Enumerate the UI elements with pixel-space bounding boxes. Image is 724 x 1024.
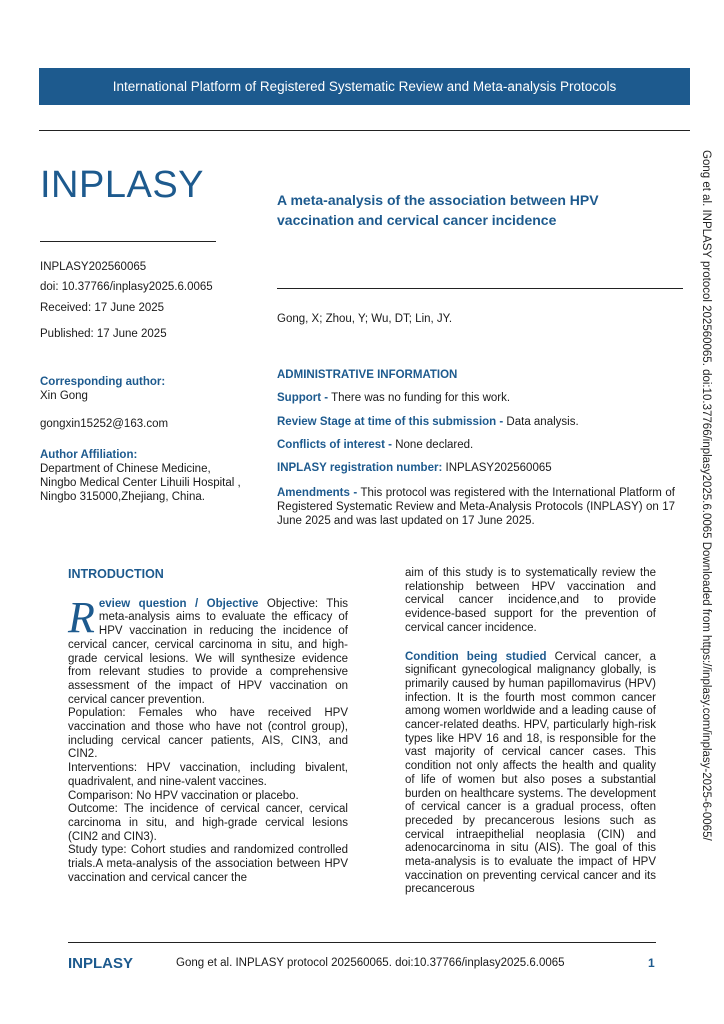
author-list: Gong, X; Zhou, Y; Wu, DT; Lin, JY.	[277, 313, 453, 325]
admin-registration	[277, 461, 675, 475]
admin-heading	[277, 368, 675, 382]
admin-heading-text: ADMINISTRATIVE INFORMATION	[277, 369, 458, 381]
comparison-text: Comparison: No HPV vaccination or placebo.	[68, 789, 299, 802]
header-rule	[39, 130, 690, 131]
paper-title: A meta-analysis of the association between HPV vaccination and cervical cancer incidence	[277, 192, 599, 228]
registration-text: INPLASY202560065	[445, 462, 552, 474]
left-column	[68, 568, 348, 885]
review-question-text: Objective: This meta-analysis aims to evaluate the efficacy of HPV vaccination in reducing the incidence of cervical cancer, cervical carcinoma in situ, and high-grade cervical lesions. We will synthesize evidence from relevant studies to provide a comprehensive assessment of the impact of HPV vaccination on cervical cancer prevention.	[68, 597, 348, 706]
brand-rule	[40, 241, 216, 242]
brand-logo-text: INPLASY	[40, 164, 205, 206]
published-date: Published: 17 June 2025	[40, 328, 167, 340]
affiliation-text: Department of Chinese Medicine, Ningbo Medical Center Lihuili Hospital , Ningbo 315000,Zhejiang, China.	[40, 463, 241, 503]
corresponding-author	[40, 375, 250, 431]
corresponding-email: gongxin15252@163.com	[40, 418, 169, 430]
footer-brand: INPLASY	[68, 955, 134, 972]
amendments-text: This protocol was registered with the International Platform of Registered Systematic Review and Meta-Analysis Protocols (INPLASY) on 17 June 2025 and was last updated on 17 June 2025.	[277, 487, 675, 527]
review-question-label: eview question / Objective	[98, 597, 259, 610]
registration-label: INPLASY registration number:	[277, 462, 443, 474]
page-number: 1	[648, 956, 655, 970]
title-rule	[277, 288, 683, 289]
side-download-text: Gong et al. INPLASY protocol 202560065. doi:10.37766/inplasy2025.6.0065 Downloaded from https://inplasy.com/inplasy-2025-6-0065/	[700, 150, 712, 841]
study-type-text: Study type: Cohort studies and randomized controlled trials.A meta-analysis of the association between HPV vaccination and cervical cancer the	[68, 844, 348, 884]
outcome-text: Outcome: The incidence of cervical cancer, cervical carcinoma in situ, and high-grade cervical lesions (CIN2 and CIN3).	[68, 803, 348, 843]
admin-amendments	[277, 486, 675, 528]
received-date: Received: 17 June 2025	[40, 302, 165, 314]
stage-text: Data analysis.	[506, 416, 579, 428]
condition-paragraph	[405, 651, 656, 898]
affiliation-label: Author Affiliation:	[40, 449, 138, 461]
condition-text: Cervical cancer, a significant gynecological malignancy globally, is primarily caused by human papillomavirus (HPV) infection. It is the fourth most common cancer among women worldwide and a leading cause of cancer-related deaths. HPV, particularly high-risk types like HPV 16 and 18, is responsible for the vast majority of cervical cancer cases. This condition not only affects the health and quality of life of women but also poses a substantial burden on healthcare systems. The development of cervical cancer is a gradual process, often preceded by precancerous lesions such as cervical intraepithelial neoplasia (CIN) and adenocarcinoma in situ (AIS). The goal of this meta-analysis is to evaluate the impact of HPV vaccination on preventing cervical cancer and its precancerous	[405, 650, 656, 896]
corresponding-name: Xin Gong	[40, 390, 88, 402]
aim-continued: aim of this study is to systematically review the relationship between HPV vaccination and cervical cancer incidence,and to provide evidence-based support for the prevention of cervical cancer incidence.	[405, 567, 656, 634]
banner-text: International Platform of Registered Systematic Review and Meta-analysis Protocols	[112, 79, 617, 94]
dropcap-letter: R	[68, 592, 95, 642]
side-download-note	[697, 150, 717, 890]
author-affiliation	[40, 448, 250, 504]
population-text: Population: Females who have received HPV vaccination and those who have not (control group), including cervical cancer patients, AIS, CIN3, and CIN2.	[68, 707, 348, 761]
conflicts-label: Conflicts of interest -	[277, 439, 393, 451]
condition-label: Condition being studied	[405, 650, 547, 663]
stage-label: Review Stage at time of this submission -	[277, 416, 504, 428]
review-question	[68, 592, 348, 708]
admin-support	[277, 391, 675, 405]
support-text: There was no funding for this work.	[331, 392, 511, 404]
protocol-doi: doi: 10.37766/inplasy2025.6.0065	[40, 281, 213, 293]
conflicts-text: None declared.	[395, 439, 474, 451]
footer-citation: Gong et al. INPLASY protocol 202560065. doi:10.37766/inplasy2025.6.0065	[176, 957, 565, 969]
protocol-id: INPLASY202560065	[40, 261, 147, 273]
introduction-heading: INTRODUCTION	[68, 567, 164, 581]
support-label: Support -	[277, 392, 329, 404]
right-column	[405, 567, 656, 897]
footer-rule	[68, 942, 656, 943]
journal-banner	[39, 68, 690, 105]
corresponding-label: Corresponding author:	[40, 376, 166, 388]
admin-stage	[277, 415, 675, 429]
interventions-text: Interventions: HPV vaccination, including bivalent, quadrivalent, and nine-valent vaccines.	[68, 762, 348, 788]
amendments-label: Amendments -	[277, 487, 358, 499]
admin-conflicts	[277, 438, 675, 452]
